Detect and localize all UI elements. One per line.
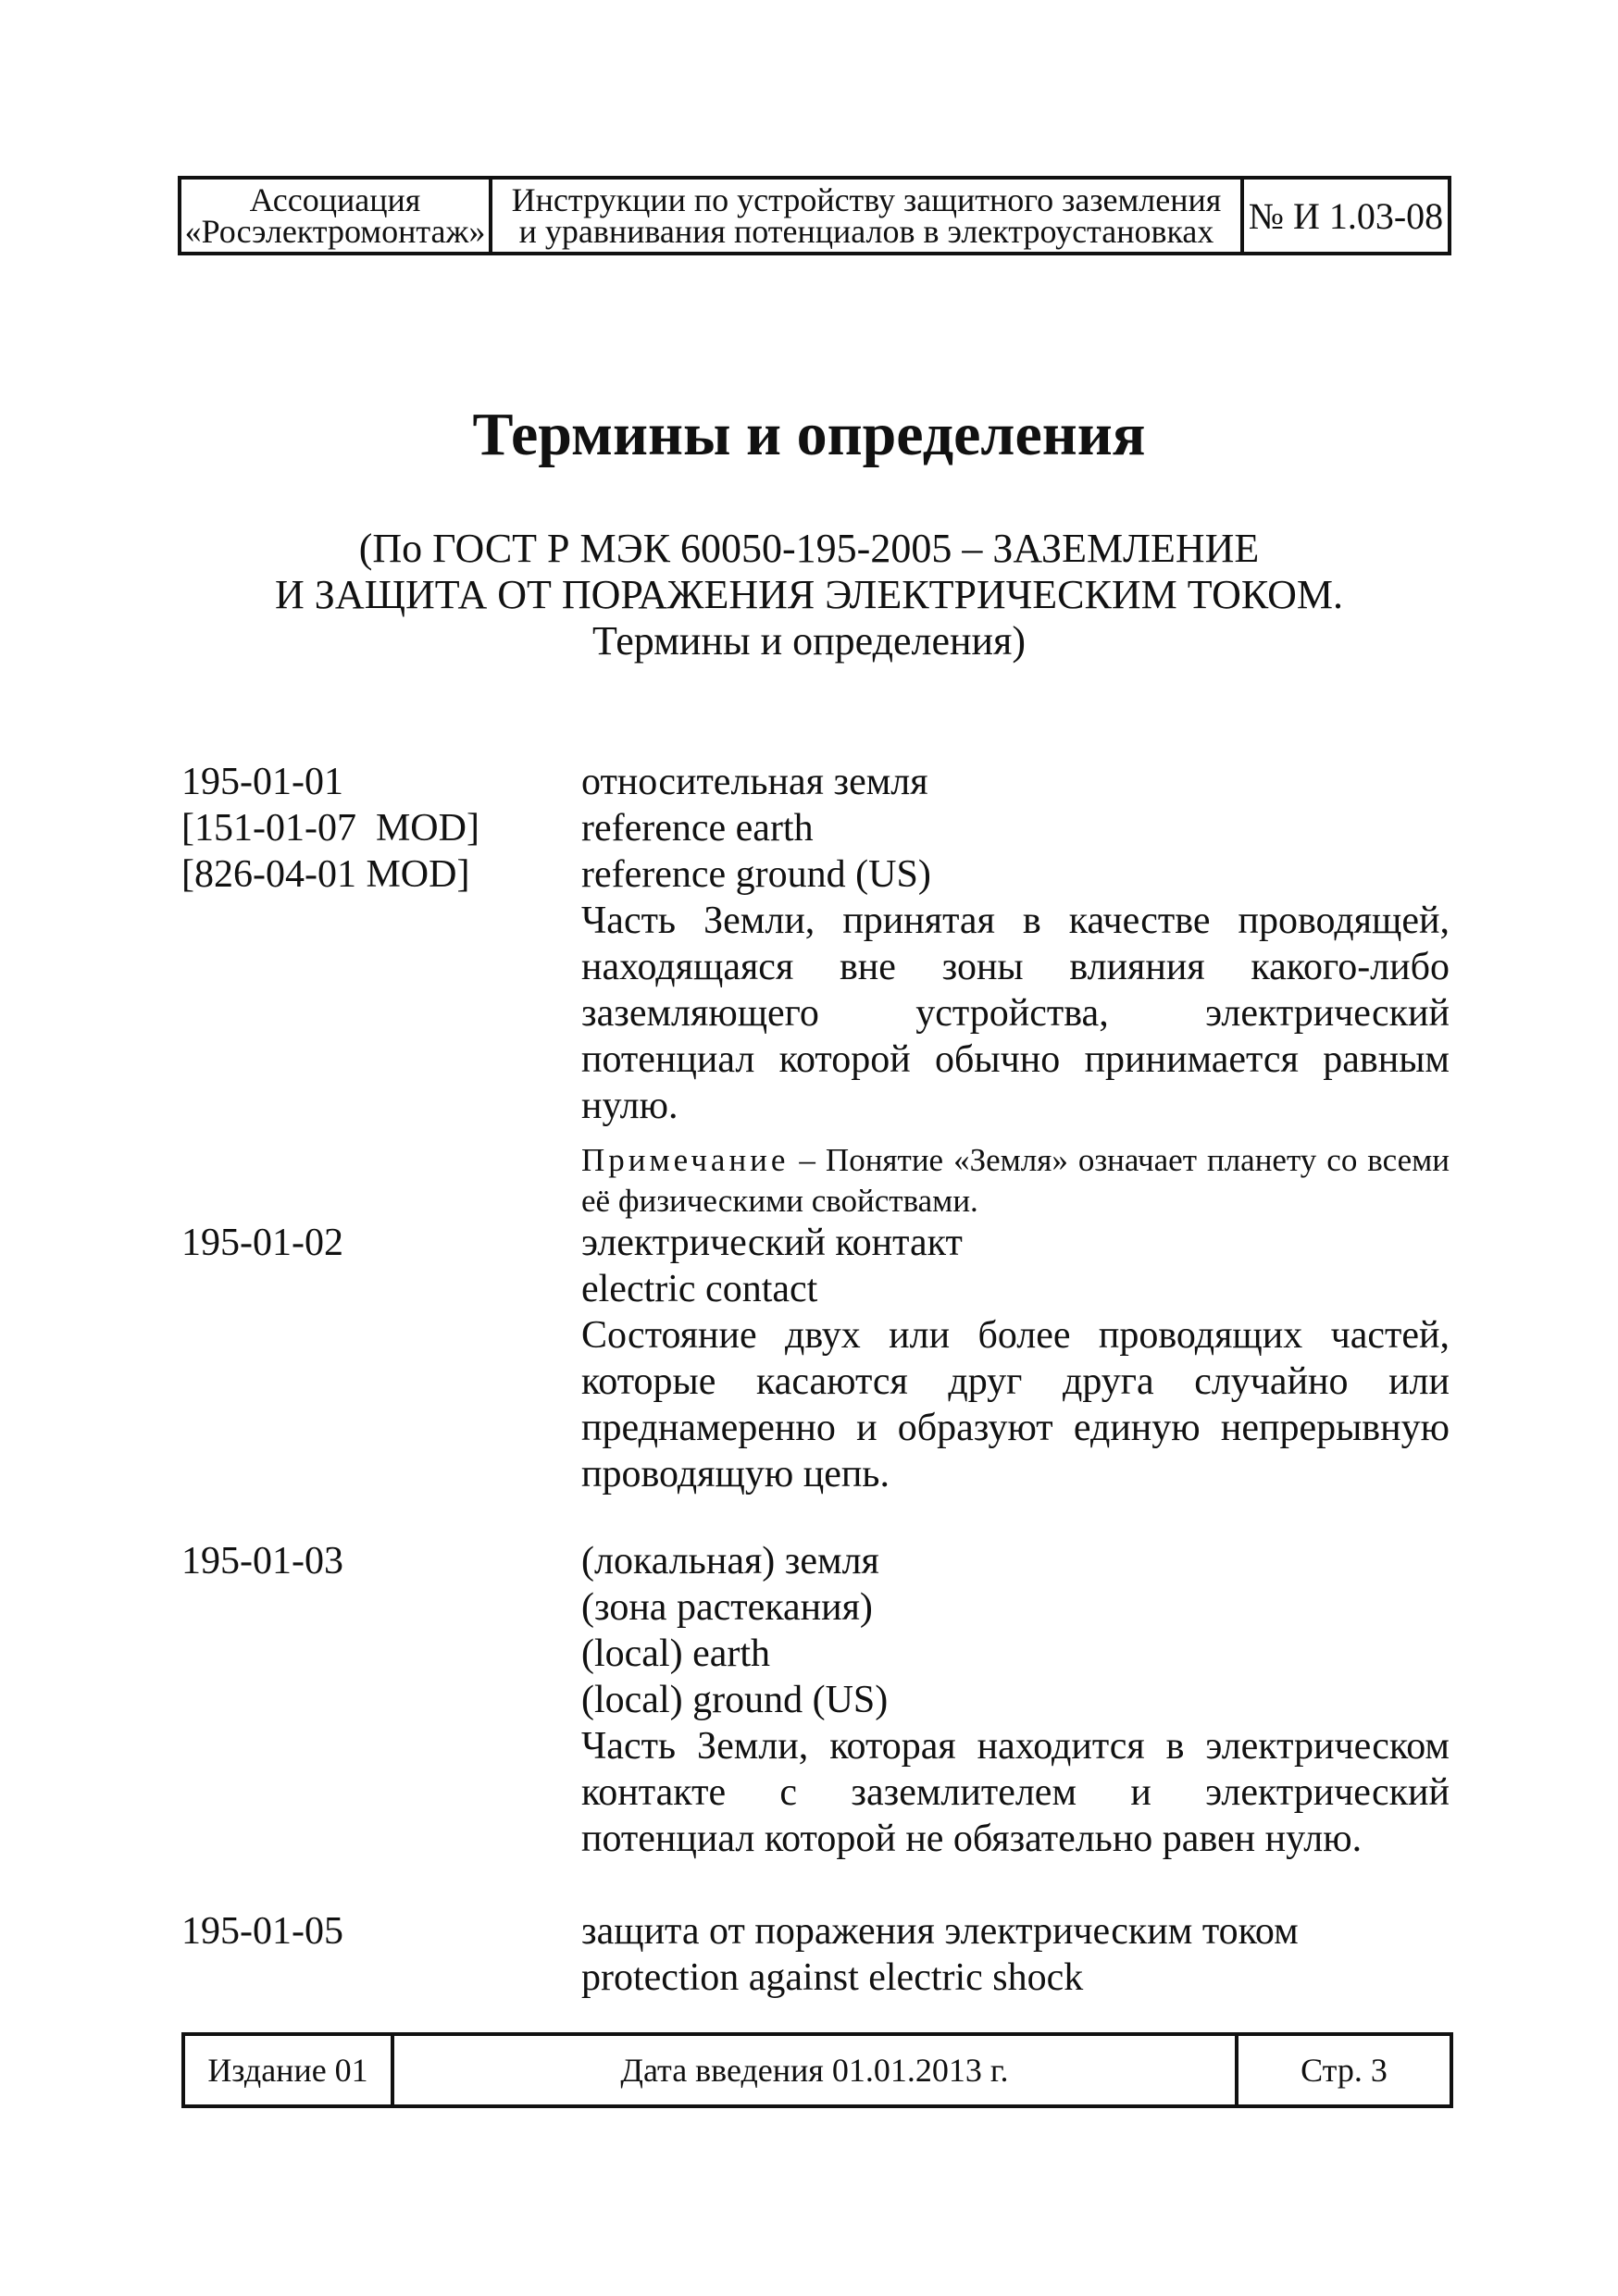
document-title-cell [492, 180, 1244, 252]
term-name-ru: электрический контакт [581, 1222, 963, 1264]
term-name-ru: защита от поражения электрическим током [581, 1910, 1299, 1953]
term-definition: Часть Земли, принятая в качестве проводящей, находящаяся вне зоны влияния какого-либо заземляющего устройства, электрический потенциал которой обычно принимается равным нулю. [581, 900, 1450, 1127]
term-name-ru: (локальная) земля [581, 1540, 879, 1582]
term-body [581, 1220, 1450, 1497]
document-footer [181, 2032, 1453, 2108]
document-title-line1: Инструкции по устройству защитного заземления [511, 181, 1222, 218]
date-cell [394, 2036, 1238, 2104]
term-name-us: reference ground (US) [581, 853, 931, 896]
term-codes [181, 759, 479, 898]
organization-name-line1: Ассоциация [249, 181, 421, 218]
term-definition: Часть Земли, которая находится в электрическом контакте с заземлителем и электрический потенциал которой не обязательно равен нулю. [581, 1725, 1450, 1860]
note-label: Примечание [581, 1142, 790, 1178]
term-name-ru: относительная земля [581, 761, 928, 803]
page-number-cell [1238, 2036, 1450, 2104]
note-text: – Понятие «Земля» означает планету со всеми её физическими свойствами. [581, 1142, 1450, 1219]
term-body [581, 1538, 1450, 1862]
term-code: 195-01-02 [181, 1222, 343, 1264]
term-code-reference: [826-04-01 MOD] [181, 853, 470, 896]
document-number-cell [1244, 180, 1448, 252]
term-definition: Состояние двух или более проводящих частей, которые касаются друг друга случайно или преднамеренно и образуют единую непрерывную проводящую цепь. [581, 1314, 1450, 1496]
document-header [178, 176, 1451, 255]
term-note [581, 1140, 1450, 1222]
term-code: 195-01-05 [181, 1910, 343, 1953]
term-name-ru-alt: (зона растекания) [581, 1586, 873, 1629]
page-title: Термины и определения [472, 401, 1146, 468]
organization-cell [181, 180, 492, 252]
term-name-en: protection against electric shock [581, 1956, 1084, 1999]
term-codes [181, 1220, 343, 1266]
term-name-en: electric contact [581, 1268, 818, 1310]
term-code-reference: [151-01-07 MOD] [181, 807, 479, 850]
subtitle-line1: (По ГОСТ Р МЭК 60050-195-2005 – ЗАЗЕМЛЕНИЕ [358, 526, 1260, 571]
term-codes [181, 1908, 343, 1955]
term-code: 195-01-01 [181, 761, 343, 803]
document-title-line2: и уравнивания потенциалов в электроустановках [518, 213, 1214, 250]
term-name-en: reference earth [581, 807, 814, 850]
effective-date: Дата введения 01.01.2013 г. [620, 2052, 1009, 2089]
term-name-us: (local) ground (US) [581, 1679, 889, 1721]
term-code: 195-01-03 [181, 1540, 343, 1582]
page-number: Стр. 3 [1301, 2052, 1388, 2089]
subtitle-line2: И ЗАЩИТА ОТ ПОРАЖЕНИЯ ЭЛЕКТРИЧЕСКИМ ТОКОМ. [275, 572, 1343, 617]
subtitle-line3: Термины и определения) [592, 618, 1026, 664]
term-name-en: (local) earth [581, 1632, 771, 1675]
edition-label: Издание 01 [207, 2052, 368, 2089]
organization-name-line2: «Росэлектромонтаж» [184, 213, 486, 250]
term-body [581, 1908, 1450, 2001]
document-number: № И 1.03-08 [1248, 194, 1444, 237]
page-subtitle [0, 526, 1618, 664]
term-body [581, 759, 1450, 1222]
edition-cell [185, 2036, 394, 2104]
term-codes [181, 1538, 343, 1584]
